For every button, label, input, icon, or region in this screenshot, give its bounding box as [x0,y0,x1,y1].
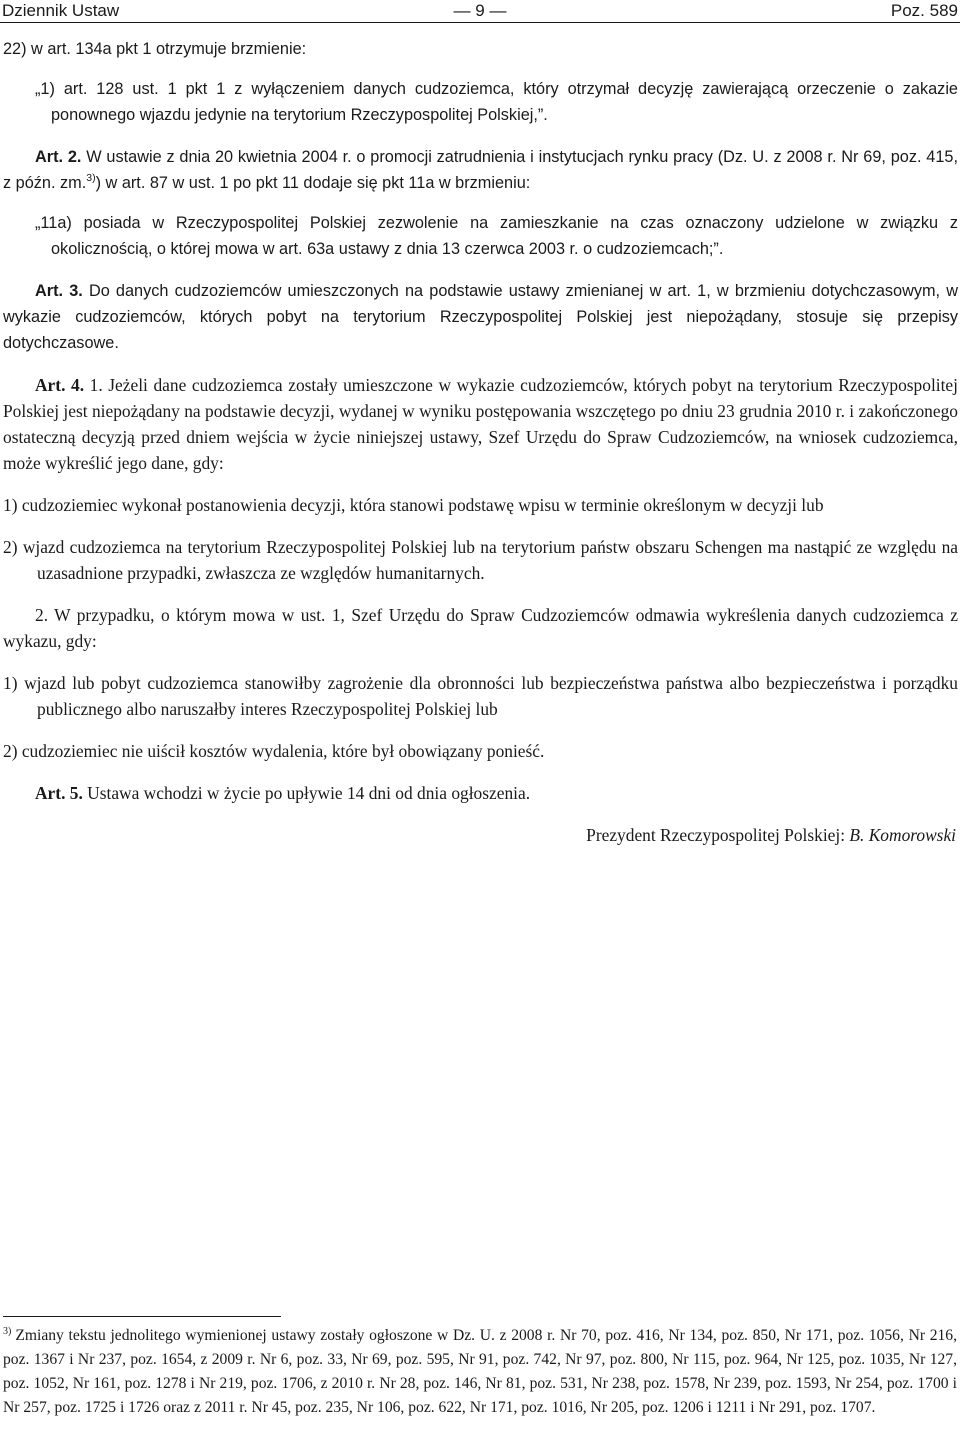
article-2-text-b: ) w art. 87 w ust. 1 po pkt 11 dodaje się pkt 11a w brzmieniu: [95,174,531,192]
article-2-text-a: W ustawie z dnia 20 kwietnia 2004 r. o promocji zatrudnienia i instytucjach rynku pracy (Dz. U. z 2008 r. Nr 69, poz. 415, z późn. zm. [3,148,958,192]
article-3-label: Art. 3. [35,282,83,300]
footnote [3,1324,957,1420]
article-2 [3,144,958,196]
point-22-intro: 22) w art. 134a pkt 1 otrzymuje brzmienie: [3,40,307,58]
signature-title: Prezydent Rzeczypospolitej Polskiej: [586,825,846,845]
page-header [0,0,960,23]
footnote-mark: 3) [3,1326,12,1337]
footnote-divider [3,1316,281,1317]
article-2-label: Art. 2. [35,148,82,166]
signature-name: B. Komorowski [849,825,956,845]
document-body [3,36,958,848]
footnote-ref: 3) [86,172,96,184]
list-item: 1) cudzoziemiec wykonał postanowienia decyzji, która stanowi podstawę wpisu w terminie określonym w decyzji lub [3,495,824,515]
journal-title: Dziennik Ustaw [2,1,120,20]
article-4-ust-2: 2. W przypadku, o którym mowa w ust. 1, Szef Urzędu do Spraw Cudzoziemców odmawia wykreślenia danych cudzoziemca z wykazu, gdy: [3,605,958,651]
article-5-label: Art. 5. [35,783,83,803]
article-2-quote: „11a) posiada w Rzeczypospolitej Polskiej zezwolenie na zamieszkanie na czas oznaczony udzielone w związku z okolicznością, o której mowa w art. 63a ustawy z dnia 13 czerwca 2003 r. o cudzoziemcach;”. [35,214,958,258]
page-number: — 9 — [453,1,507,20]
list-item: 2) wjazd cudzoziemca na terytorium Rzeczypospolitej Polskiej lub na terytorium państw obszaru Schengen ma nastąpić ze względu na uzasadnione przypadki, zwłaszcza ze względów humanitarnych. [3,537,958,583]
position-number: Poz. 589 [890,1,958,20]
list-item: 1) wjazd lub pobyt cudzoziemca stanowiłby zagrożenie dla obronności lub bezpieczeństwa państwa albo bezpieczeństwa i porządku publicznego albo naruszałby interes Rzeczypospolitej Polskiej lub [3,673,958,719]
article-4-label: Art. 4. [35,375,85,395]
list-item: 2) cudzoziemiec nie uiścił kosztów wydalenia, które był obowiązany ponieść. [3,741,545,761]
article-3-text: Do danych cudzoziemców umieszczonych na podstawie ustawy zmienianej w art. 1, w brzmieniu dotychczasowym, w wykazie cudzoziemców, których pobyt na terytorium Rzeczypospolitej Polskiej jest niepożądany, stosuje się przepisy dotychczasowe. [3,282,958,352]
article-3 [3,278,958,356]
article-4-ust-1 [3,372,958,476]
point-22-quote: „1) art. 128 ust. 1 pkt 1 z wyłączeniem danych cudzoziemca, który otrzymał decyzję zawierającą orzeczenie o zakazie ponownego wjazdu jedynie na terytorium Rzeczypospolitej Polskiej,”. [35,80,958,124]
signature [3,822,958,848]
article-4-ust-1-text: 1. Jeżeli dane cudzoziemca zostały umieszczone w wykazie cudzoziemców, których pobyt na terytorium Rzeczypospolitej Polskiej jest niepożądany na podstawie decyzji, wydanej w wyniku postępowania wszczętego po dniu 23 grudnia 2010 r. i zakończonego ostateczną decyzją przed dniem wejścia w życie niniejszej ustawy, Szef Urzędu do Spraw Cudzoziemców, na wniosek cudzoziemca, może wykreślić jego dane, gdy: [3,375,958,473]
article-5 [3,780,958,806]
article-5-text: Ustawa wchodzi w życie po upływie 14 dni od dnia ogłoszenia. [87,783,531,803]
footnote-text: Zmiany tekstu jednolitego wymienionej ustawy zostały ogłoszone w Dz. U. z 2008 r. Nr 70, poz. 416, Nr 134, poz. 850, Nr 171, poz. 1056, Nr 216, poz. 1367 i Nr 237, poz. 1654, z 2009 r. Nr 6, poz. 33, Nr 69, poz. 595, Nr 91, poz. 742, Nr 97, poz. 800, Nr 115, poz. 964, Nr 125, poz. 1035, Nr 127, poz. 1052, Nr 161, poz. 1278 i Nr 219, poz. 1706, z 2010 r. Nr 28, poz. 146, Nr 81, poz. 531, Nr 238, poz. 1578, Nr 239, poz. 1593, Nr 254, poz. 1700 i Nr 257, poz. 1725 i 1726 oraz z 2011 r. Nr 45, poz. 235, Nr 106, poz. 622, Nr 171, poz. 1016, Nr 205, poz. 1206 i 1211 i Nr 291, poz. 1707. [3,1327,957,1416]
